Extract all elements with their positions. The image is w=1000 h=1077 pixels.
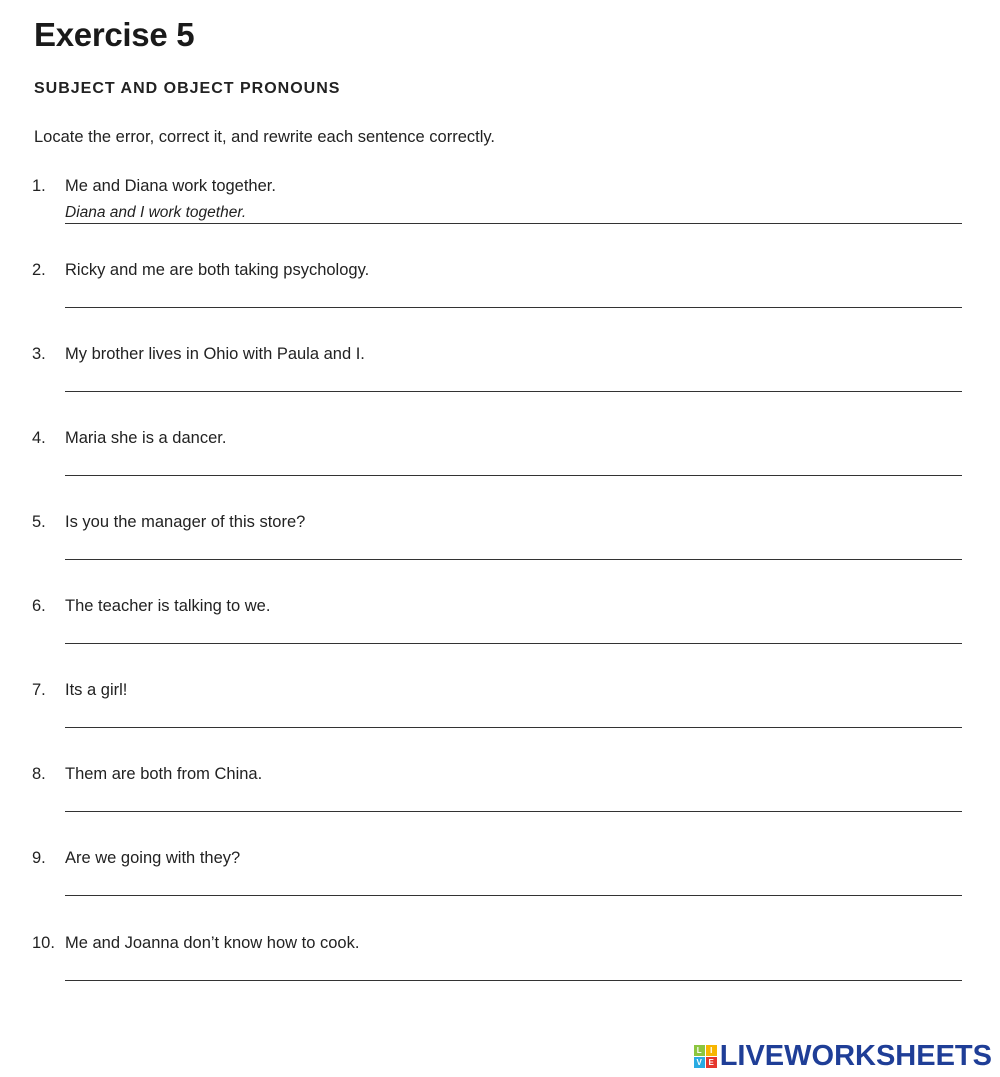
logo-letter: V xyxy=(694,1057,705,1068)
answer-line[interactable] xyxy=(65,223,962,224)
item-number: 9. xyxy=(32,849,46,867)
answer-line[interactable] xyxy=(65,895,962,896)
item-number: 5. xyxy=(32,513,46,531)
exercise-item-1 xyxy=(0,177,1000,247)
answer-line[interactable] xyxy=(65,811,962,812)
liveworksheets-logo-icon xyxy=(694,1045,717,1068)
answer-line[interactable] xyxy=(65,307,962,308)
answer-line[interactable] xyxy=(65,559,962,560)
item-sentence: Are we going with they? xyxy=(65,849,241,867)
page-title: Exercise 5 xyxy=(34,16,195,53)
logo-letter: E xyxy=(706,1057,717,1068)
exercise-item-8 xyxy=(0,765,1000,835)
brand-name: LIVEWORKSHEETS xyxy=(719,1040,992,1072)
item-sentence: Is you the manager of this store? xyxy=(65,513,306,531)
section-subtitle: SUBJECT AND OBJECT PRONOUNS xyxy=(34,80,341,97)
item-sentence: Me and Diana work together. xyxy=(65,177,276,195)
logo-letter: L xyxy=(694,1045,705,1056)
exercise-item-7 xyxy=(0,681,1000,751)
exercise-item-4 xyxy=(0,429,1000,499)
item-number: 2. xyxy=(32,261,46,279)
item-number: 1. xyxy=(32,177,46,195)
item-number: 3. xyxy=(32,345,46,363)
item-sentence: Me and Joanna don’t know how to cook. xyxy=(65,934,360,952)
liveworksheets-brand xyxy=(694,1040,992,1073)
instructions: Locate the error, correct it, and rewrite each sentence correctly. xyxy=(34,128,495,146)
answer-line[interactable] xyxy=(65,643,962,644)
item-number: 10. xyxy=(32,934,55,952)
exercise-item-10 xyxy=(0,934,1000,1004)
item-sentence: The teacher is talking to we. xyxy=(65,597,271,615)
exercise-item-3 xyxy=(0,345,1000,415)
item-sentence: My brother lives in Ohio with Paula and I. xyxy=(65,345,365,363)
item-sentence: Maria she is a dancer. xyxy=(65,429,227,447)
answer-line[interactable] xyxy=(65,391,962,392)
answer-line[interactable] xyxy=(65,475,962,476)
exercise-item-2 xyxy=(0,261,1000,331)
exercise-item-5 xyxy=(0,513,1000,583)
item-number: 7. xyxy=(32,681,46,699)
item-number: 4. xyxy=(32,429,46,447)
item-sentence: Its a girl! xyxy=(65,681,128,699)
answer-text[interactable]: Diana and I work together. xyxy=(65,204,247,221)
answer-line[interactable] xyxy=(65,980,962,981)
exercise-item-6 xyxy=(0,597,1000,667)
logo-letter: I xyxy=(706,1045,717,1056)
item-number: 6. xyxy=(32,597,46,615)
item-sentence: Ricky and me are both taking psychology. xyxy=(65,261,370,279)
exercise-item-9 xyxy=(0,849,1000,919)
item-number: 8. xyxy=(32,765,46,783)
answer-line[interactable] xyxy=(65,727,962,728)
item-sentence: Them are both from China. xyxy=(65,765,263,783)
